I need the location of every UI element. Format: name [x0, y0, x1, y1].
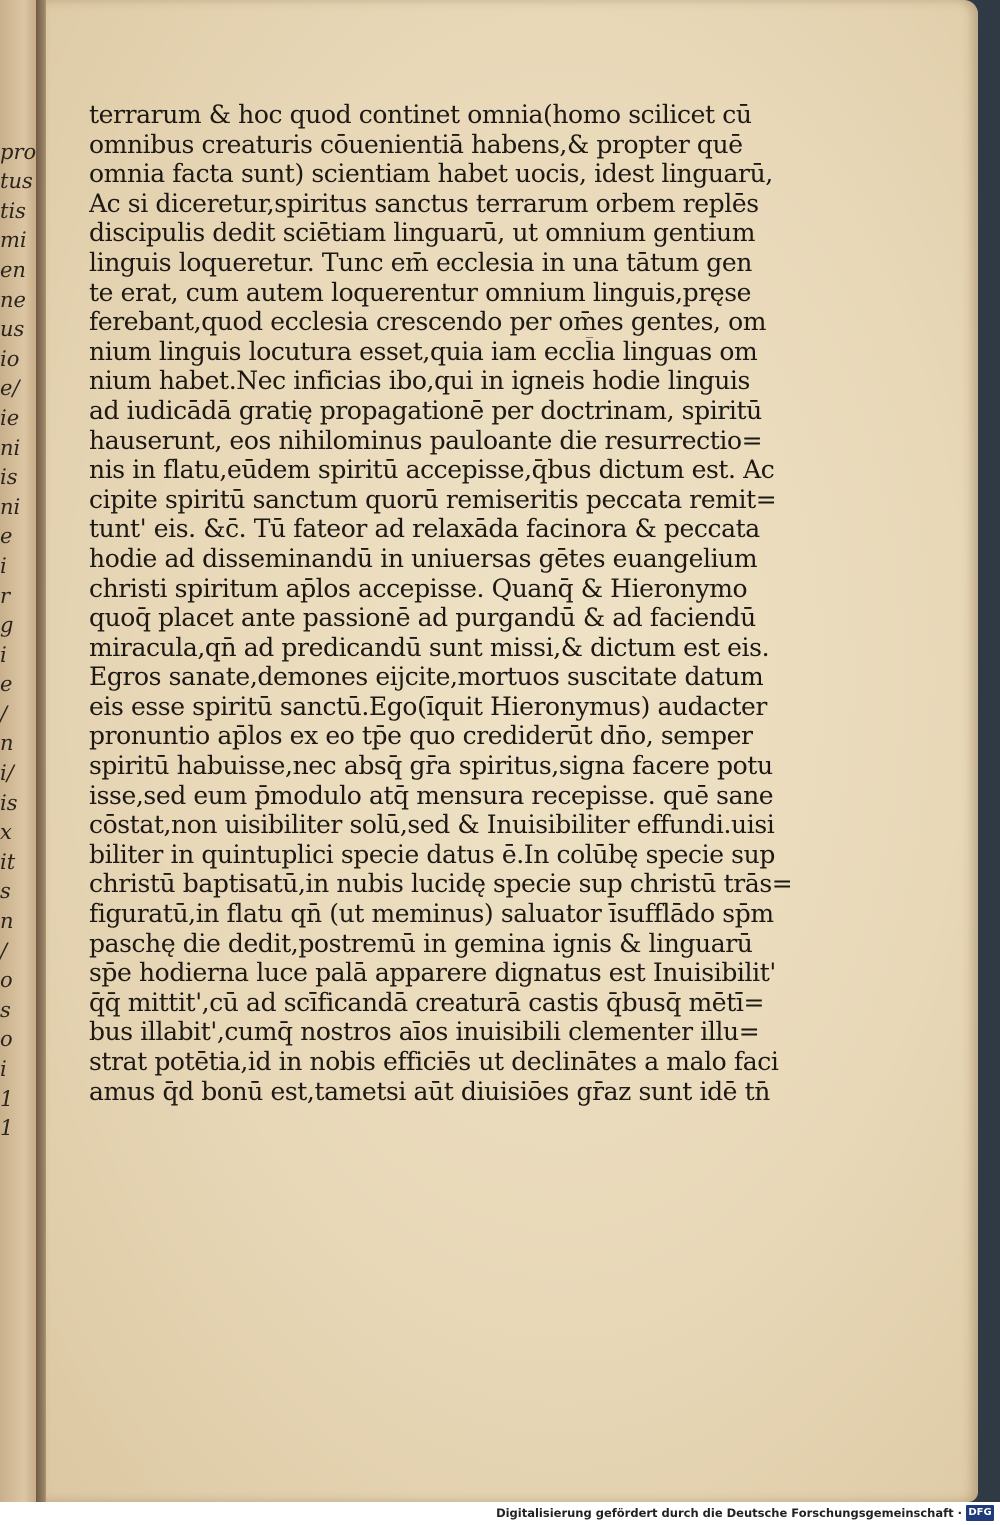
text-line: christi spiritum ap̄los accepisse. Quanq̄ & Hieronymo — [89, 573, 748, 603]
text-line: strat potētia,id in nobis efficiēs ut declinātes a malo faci — [89, 1047, 779, 1076]
margin-fragment: mi — [0, 228, 27, 253]
margin-fragment: ni — [0, 494, 21, 519]
dfg-logo-icon: DFG — [966, 1505, 994, 1521]
margin-fragment: io — [0, 346, 20, 371]
text-line: tunt' eis. &c̄. Tū fateor ad relaxāda facinora & peccata — [89, 514, 760, 544]
margin-fragment: i — [0, 553, 7, 578]
text-line: quoq̄ placet ante passionē ad purgandū & ad faciendū — [89, 603, 756, 633]
margin-fragment: 1 — [0, 1116, 14, 1141]
text-line: eis esse spiritū sanctū.Ego(īquit Hieronymus) audacter — [89, 691, 767, 721]
margin-fragment: o — [0, 968, 13, 993]
margin-fragment: n — [0, 909, 14, 934]
margin-fragment — [0, 108, 40, 138]
text-line: omnibus creaturis cōuenientiā habens,& propter quē — [89, 129, 743, 159]
text-line: miracula,qn̄ ad predicandū sunt missi,& dictum est eis. — [89, 632, 770, 662]
text-line: nis in flatu,eūdem spiritū accepisse,q̄bus dictum est. Ac — [89, 455, 775, 485]
margin-fragment: ie — [0, 405, 20, 430]
text-line: ad iudicādā gratię propagationē per doctrinam, spiritū — [89, 395, 762, 425]
text-line: cipite spiritū sanctum quorū remiseritis peccata remit= — [89, 484, 777, 514]
text-line: bus illabit',cumq̄ nostros aīos inuisibili clementer illu= — [89, 1017, 760, 1047]
margin-fragment: e/ — [0, 376, 20, 401]
text-line: spiritū habuisse,nec absq̄ gr̄a spiritus,signa facere potu — [89, 751, 773, 781]
margin-fragment: is — [0, 465, 18, 490]
text-line: isse,sed eum p̄modulo atq̄ mensura recepisse. quē sane — [89, 780, 774, 810]
margin-fragment: it — [0, 849, 16, 874]
text-line: paschę die dedit,postremū in gemina ignis & linguarū — [89, 928, 753, 958]
footer-bar — [0, 1502, 1000, 1525]
text-line: amus q̄d bonū est,tametsi aūt diuisiōes gr̄az sunt idē tn̄ — [89, 1076, 770, 1106]
text-line: te erat, cum autem loquerentur omnium linguis,pręse — [89, 277, 752, 307]
text-line: hodie ad disseminandū in uniuersas gētes euangelium — [89, 543, 758, 573]
page-text-block — [89, 100, 819, 1106]
margin-fragment: en — [0, 257, 26, 282]
margin-fragment: is — [0, 790, 18, 815]
margin-fragment: i/ — [0, 761, 14, 786]
margin-fragment: i — [0, 642, 7, 667]
margin-fragment: tus — [0, 169, 33, 194]
text-line: discipulis dedit sciētiam linguarū, ut omnium gentium — [89, 218, 756, 248]
book-page — [46, 0, 978, 1502]
text-line: nium habet.Nec inficias ibo,qui in igneis hodie linguis — [89, 366, 750, 396]
text-line: nium linguis locutura esset,quia iam eccl̄ia linguas om — [89, 336, 758, 366]
margin-fragment: us — [0, 317, 25, 342]
text-line: biliter in quintuplici specie datus ē.In colūbę specie sup — [89, 839, 775, 869]
text-line: Egros sanate,demones eijcite,mortuos suscitate datum — [89, 662, 764, 692]
text-line: ferebant,quod ecclesia crescendo per om̄es gentes, om — [89, 307, 767, 337]
margin-fragment: e — [0, 524, 13, 549]
margin-fragment: / — [0, 701, 8, 726]
margin-fragment: o — [0, 1027, 13, 1052]
margin-fragment: n — [0, 731, 14, 756]
text-line: christū baptisatū,in nubis lucidę specie sup christū trās= — [89, 869, 793, 899]
margin-fragment: / — [0, 938, 8, 963]
text-line: cōstat,non uisibiliter solū,sed & Inuisibiliter effundi.uisi — [89, 810, 775, 840]
margin-fragment: ni — [0, 435, 21, 460]
text-line: terrarum & hoc quod continet omnia(homo scilicet cū — [89, 100, 752, 129]
previous-page-margin-fragments — [0, 108, 40, 1144]
margin-fragment: e — [0, 672, 13, 697]
text-line: linguis loqueretur. Tunc em̄ ecclesia in una tātum gen — [89, 247, 752, 277]
margin-fragment: g — [0, 613, 14, 638]
margin-fragment: tis — [0, 198, 26, 223]
margin-fragment: 1 — [0, 1086, 14, 1111]
text-line: figuratū,in flatu qn̄ (ut meminus) saluator īsufflādo sp̄m — [89, 899, 774, 929]
footer-credit: Digitalisierung gefördert durch die Deutsche Forschungsgemeinschaft · — [496, 1506, 962, 1520]
text-line: q̄q̄ mittit',cū ad scīficandā creaturā castis q̄busq̄ mētī= — [89, 987, 764, 1017]
text-line: hauserunt, eos nihilominus pauloante die resurrectio= — [89, 425, 763, 455]
text-line: pronuntio ap̄los ex eo tp̄e quo crediderūt dn̄o, semper — [89, 721, 753, 751]
margin-fragment: i — [0, 1057, 7, 1081]
margin-fragment: r — [0, 583, 11, 608]
margin-fragment: pro — [0, 139, 37, 164]
text-line: omnia facta sunt) scientiam habet uocis, idest linguarū, — [89, 159, 773, 189]
text-line: Ac si diceretur,spiritus sanctus terrarum orbem replēs — [89, 188, 759, 218]
text-line: sp̄e hodierna luce palā apparere dignatus est Inuisibilit' — [89, 958, 776, 988]
margin-fragment: s — [0, 879, 11, 904]
margin-fragment: ne — [0, 287, 26, 312]
margin-fragment: x — [0, 820, 12, 845]
margin-fragment: s — [0, 997, 11, 1022]
